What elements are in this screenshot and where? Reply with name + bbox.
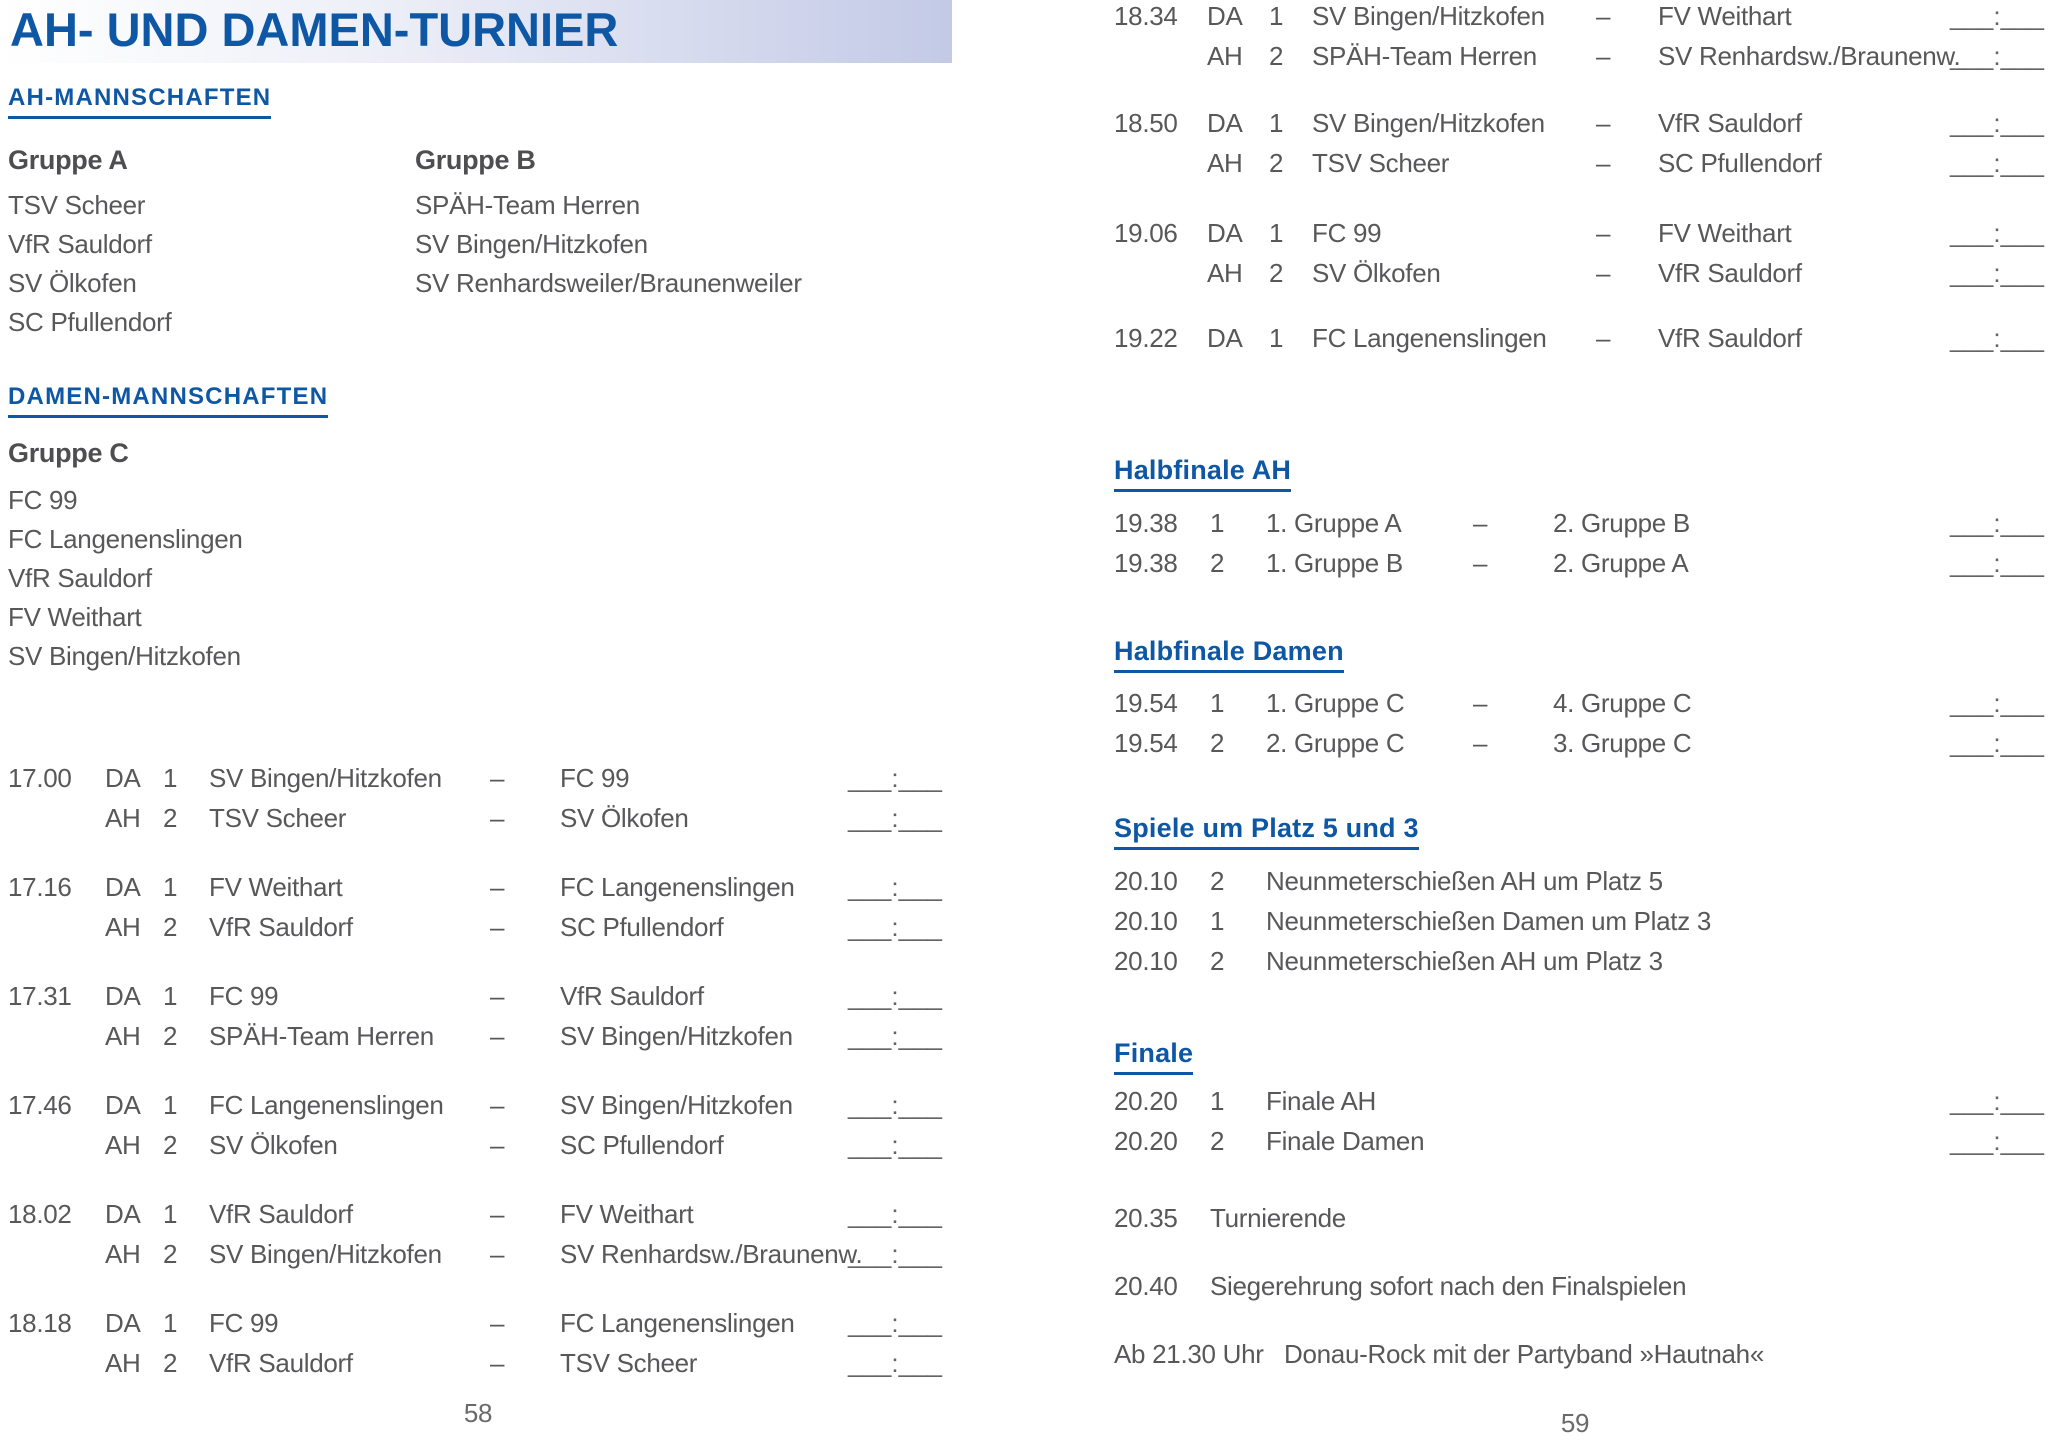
score-blank: ___:___ <box>1950 323 2044 353</box>
team-home: 1. Gruppe B <box>1266 548 1403 578</box>
match-row <box>8 1023 958 1049</box>
team-home: 2. Gruppe C <box>1266 728 1405 758</box>
field-number: 2 <box>1210 1126 1225 1156</box>
match-time: 20.20 <box>1114 1126 1178 1156</box>
match-block <box>1114 3 2048 69</box>
group-name-c: Gruppe C <box>8 438 129 468</box>
match-time <box>8 1023 105 1049</box>
team-away: SC Pfullendorf <box>560 1130 724 1160</box>
field-number: 2 <box>163 1239 178 1269</box>
score-blank: ___:___ <box>848 1348 942 1378</box>
match-block <box>1114 220 2048 286</box>
versus-dash: – <box>490 912 505 942</box>
field-number: 2 <box>1269 148 1284 178</box>
group-name-b: Gruppe B <box>415 145 536 175</box>
closing-row <box>1114 1205 1346 1231</box>
team-home: 1. Gruppe C <box>1266 688 1405 718</box>
event-text: Turnierende <box>1210 1203 1346 1233</box>
versus-dash: – <box>490 1021 505 1051</box>
group-b-team-list <box>415 186 802 303</box>
platz-rows <box>1114 868 1711 974</box>
team-away: SV Ölkofen <box>560 803 689 833</box>
score-blank: ___:___ <box>848 1308 942 1338</box>
match-row <box>8 983 958 1009</box>
team-home: VfR Sauldorf <box>209 1348 353 1378</box>
team-name: FC 99 <box>8 485 78 515</box>
halbfinale-ah-rows <box>1114 510 2048 576</box>
versus-dash: – <box>490 1348 505 1378</box>
match-category: AH <box>1207 258 1243 288</box>
score-blank: ___:___ <box>848 1021 942 1051</box>
team-name: VfR Sauldorf <box>8 563 152 593</box>
match-row <box>8 1092 958 1118</box>
team-away: 3. Gruppe C <box>1553 728 1692 758</box>
field-number: 1 <box>163 763 178 793</box>
versus-dash: – <box>1596 323 1611 353</box>
score-blank: ___:___ <box>848 872 942 902</box>
versus-dash: – <box>1473 728 1488 758</box>
versus-dash: – <box>1596 148 1611 178</box>
score-blank: ___:___ <box>1950 688 2044 718</box>
team-home: FC 99 <box>209 981 279 1011</box>
field-number: 1 <box>163 1199 178 1229</box>
match-category: DA <box>105 1308 141 1338</box>
match-category: AH <box>1207 41 1243 71</box>
team-home: TSV Scheer <box>1312 148 1450 178</box>
match-time: 18.50 <box>1114 108 1178 138</box>
event-row <box>1114 948 1711 974</box>
match-time: 17.46 <box>8 1090 72 1120</box>
team-home: FC 99 <box>1312 218 1382 248</box>
event-text: Finale Damen <box>1266 1126 1425 1156</box>
match-time: 19.54 <box>1114 688 1178 718</box>
match-block <box>8 874 958 940</box>
field-number: 1 <box>163 981 178 1011</box>
title-bar <box>0 0 952 63</box>
versus-dash: – <box>1596 1 1611 31</box>
section-heading-halbfinale-ah: Halbfinale AH <box>1114 455 1291 492</box>
field-number: 2 <box>163 1348 178 1378</box>
event-text: Finale AH <box>1266 1086 1377 1116</box>
field-number: 2 <box>163 912 178 942</box>
field-number: 1 <box>1269 218 1284 248</box>
team-home: SV Bingen/Hitzkofen <box>1312 1 1545 31</box>
field-number: 1 <box>1210 906 1225 936</box>
match-row <box>1114 550 2048 576</box>
team-away: SC Pfullendorf <box>560 912 724 942</box>
field-number: 1 <box>1210 1086 1225 1116</box>
score-blank: ___:___ <box>848 763 942 793</box>
page-title: AH- UND DAMEN-TURNIER <box>10 3 619 56</box>
match-time: 19.06 <box>1114 218 1178 248</box>
team-home: SV Ölkofen <box>1312 258 1441 288</box>
score-blank: ___:___ <box>1950 1126 2044 1156</box>
match-time <box>1114 43 1207 69</box>
match-category: AH <box>105 912 141 942</box>
versus-dash: – <box>490 803 505 833</box>
field-number: 2 <box>163 803 178 833</box>
field-number: 2 <box>1210 946 1225 976</box>
score-blank: ___:___ <box>848 1090 942 1120</box>
score-blank: ___:___ <box>1950 148 2044 178</box>
match-row <box>8 765 958 791</box>
field-number: 2 <box>1269 258 1284 288</box>
score-blank: ___:___ <box>848 981 942 1011</box>
match-time: 18.02 <box>8 1199 72 1229</box>
team-home: SPÄH-Team Herren <box>1312 41 1537 71</box>
event-text: Siegerehrung sofort nach den Finalspielen <box>1210 1271 1687 1301</box>
field-number: 2 <box>1210 728 1225 758</box>
match-time: 19.38 <box>1114 508 1178 538</box>
halbfinale-damen-rows <box>1114 690 2048 756</box>
event-time: 20.35 <box>1114 1203 1178 1233</box>
field-number: 1 <box>1269 1 1284 31</box>
match-row <box>1114 3 2048 29</box>
match-time: 20.10 <box>1114 866 1178 896</box>
team-home: FC 99 <box>209 1308 279 1338</box>
match-time <box>8 805 105 831</box>
team-name: SV Bingen/Hitzkofen <box>8 641 241 671</box>
team-away: VfR Sauldorf <box>1658 108 1802 138</box>
team-home: FC Langenenslingen <box>209 1090 444 1120</box>
versus-dash: – <box>1473 548 1488 578</box>
versus-dash: – <box>490 1308 505 1338</box>
score-blank: ___:___ <box>1950 218 2044 248</box>
match-time: 17.31 <box>8 981 72 1011</box>
field-number: 1 <box>163 1308 178 1338</box>
match-row <box>8 805 958 831</box>
event-text: Neunmeterschießen AH um Platz 5 <box>1266 866 1663 896</box>
event-text: Neunmeterschießen Damen um Platz 3 <box>1266 906 1712 936</box>
team-away: VfR Sauldorf <box>1658 258 1802 288</box>
team-name: SPÄH-Team Herren <box>415 190 640 220</box>
group-a-team-list <box>8 186 171 342</box>
team-name: SV Bingen/Hitzkofen <box>415 229 648 259</box>
match-row <box>8 1350 958 1376</box>
match-block <box>8 1310 958 1376</box>
team-name: FC Langenenslingen <box>8 524 243 554</box>
field-number: 2 <box>1269 41 1284 71</box>
field-number: 2 <box>1210 866 1225 896</box>
match-category: AH <box>105 1021 141 1051</box>
closing-row <box>1114 1273 1686 1299</box>
score-blank: ___:___ <box>1950 1 2044 31</box>
match-row <box>8 1132 958 1158</box>
match-category: DA <box>1207 1 1243 31</box>
match-time <box>8 914 105 940</box>
score-blank: ___:___ <box>1950 258 2044 288</box>
event-text: Neunmeterschießen AH um Platz 3 <box>1266 946 1663 976</box>
field-number: 1 <box>163 872 178 902</box>
team-name: FV Weithart <box>8 602 142 632</box>
match-row <box>1114 43 2048 69</box>
versus-dash: – <box>1473 508 1488 538</box>
match-row <box>1114 690 2048 716</box>
group-c-team-list <box>8 481 243 676</box>
versus-dash: – <box>490 981 505 1011</box>
match-time: 20.10 <box>1114 946 1178 976</box>
match-row <box>1114 510 2048 536</box>
team-name: SC Pfullendorf <box>8 307 172 337</box>
field-number: 1 <box>1269 108 1284 138</box>
score-blank: ___:___ <box>1950 548 2044 578</box>
match-category: DA <box>105 981 141 1011</box>
versus-dash: – <box>1596 41 1611 71</box>
score-blank: ___:___ <box>1950 1086 2044 1116</box>
match-time: 18.18 <box>8 1308 72 1338</box>
match-block <box>8 765 958 831</box>
team-home: SPÄH-Team Herren <box>209 1021 434 1051</box>
group-name-a: Gruppe A <box>8 145 128 175</box>
versus-dash: – <box>1596 218 1611 248</box>
match-time: 19.54 <box>1114 728 1178 758</box>
team-home: SV Bingen/Hitzkofen <box>1312 108 1545 138</box>
section-heading-damen: DAMEN-MANNSCHAFTEN <box>8 383 328 418</box>
field-number: 1 <box>1269 323 1284 353</box>
team-away: FC 99 <box>560 763 630 793</box>
match-row <box>1114 1128 2048 1154</box>
team-away: VfR Sauldorf <box>560 981 704 1011</box>
team-home: SV Bingen/Hitzkofen <box>209 763 442 793</box>
team-away: SV Bingen/Hitzkofen <box>560 1090 793 1120</box>
team-home: FC Langenenslingen <box>1312 323 1547 353</box>
match-time <box>8 1132 105 1158</box>
match-time: 17.16 <box>8 872 72 902</box>
section-heading-halbfinale-damen: Halbfinale Damen <box>1114 636 1344 673</box>
score-blank: ___:___ <box>1950 108 2044 138</box>
team-home: TSV Scheer <box>209 803 347 833</box>
match-row <box>1114 1088 2048 1114</box>
match-block <box>8 1092 958 1158</box>
field-number: 1 <box>163 1090 178 1120</box>
match-category: DA <box>105 1090 141 1120</box>
team-away: FV Weithart <box>1658 1 1792 31</box>
team-home: SV Bingen/Hitzkofen <box>209 1239 442 1269</box>
team-home: 1. Gruppe A <box>1266 508 1402 538</box>
match-block <box>8 983 958 1049</box>
match-category: AH <box>105 1130 141 1160</box>
field-number: 2 <box>1210 548 1225 578</box>
match-category: AH <box>105 1239 141 1269</box>
match-row <box>8 914 958 940</box>
score-blank: ___:___ <box>848 803 942 833</box>
match-time <box>8 1350 105 1376</box>
score-blank: ___:___ <box>848 1130 942 1160</box>
versus-dash: – <box>1596 108 1611 138</box>
afterparty-row <box>1114 1341 1764 1367</box>
event-time: 20.40 <box>1114 1271 1178 1301</box>
team-home: VfR Sauldorf <box>209 1199 353 1229</box>
match-category: AH <box>105 1348 141 1378</box>
page-number-left: 58 <box>463 1398 493 1428</box>
match-row <box>1114 220 2048 246</box>
team-away: FC Langenenslingen <box>560 1308 795 1338</box>
match-row <box>8 1201 958 1227</box>
match-time <box>1114 150 1207 176</box>
team-name: VfR Sauldorf <box>8 229 152 259</box>
team-home: SV Ölkofen <box>209 1130 338 1160</box>
match-row <box>1114 110 2048 136</box>
match-block <box>8 1201 958 1267</box>
event-row <box>1114 908 1711 934</box>
match-category: AH <box>1207 148 1243 178</box>
team-home: FV Weithart <box>209 872 343 902</box>
team-away: TSV Scheer <box>560 1348 698 1378</box>
match-time <box>8 1241 105 1267</box>
section-heading-ah: AH-MANNSCHAFTEN <box>8 84 271 119</box>
team-away: VfR Sauldorf <box>1658 323 1802 353</box>
score-blank: ___:___ <box>848 1239 942 1269</box>
finale-rows <box>1114 1088 2048 1154</box>
match-row <box>1114 260 2048 286</box>
match-time: 20.20 <box>1114 1086 1178 1116</box>
page-number-right: 59 <box>1560 1408 1590 1438</box>
match-category: DA <box>1207 218 1243 248</box>
team-away: FV Weithart <box>560 1199 694 1229</box>
team-away: 2. Gruppe B <box>1553 508 1690 538</box>
match-row <box>8 1310 958 1336</box>
team-away: SV Bingen/Hitzkofen <box>560 1021 793 1051</box>
team-away: 4. Gruppe C <box>1553 688 1692 718</box>
score-blank: ___:___ <box>848 1199 942 1229</box>
field-number: 1 <box>1210 688 1225 718</box>
team-away: SC Pfullendorf <box>1658 148 1822 178</box>
team-away: SV Renhardsw./Braunenw. <box>1658 41 1961 71</box>
match-category: DA <box>1207 108 1243 138</box>
versus-dash: – <box>490 1090 505 1120</box>
section-heading-finale: Finale <box>1114 1038 1193 1075</box>
versus-dash: – <box>1596 258 1611 288</box>
versus-dash: – <box>490 763 505 793</box>
section-heading-platzspiele: Spiele um Platz 5 und 3 <box>1114 813 1419 850</box>
team-name: TSV Scheer <box>8 190 146 220</box>
match-time: 19.38 <box>1114 548 1178 578</box>
field-number: 2 <box>163 1130 178 1160</box>
match-row <box>1114 150 2048 176</box>
match-time: 19.22 <box>1114 323 1178 353</box>
team-away: SV Renhardsw./Braunenw. <box>560 1239 863 1269</box>
score-blank: ___:___ <box>1950 41 2044 71</box>
match-time: 20.10 <box>1114 906 1178 936</box>
match-block <box>1114 110 2048 176</box>
match-row <box>8 1241 958 1267</box>
score-blank: ___:___ <box>1950 508 2044 538</box>
team-away: FC Langenenslingen <box>560 872 795 902</box>
versus-dash: – <box>1473 688 1488 718</box>
match-row <box>8 874 958 900</box>
score-blank: ___:___ <box>1950 728 2044 758</box>
match-time <box>1114 260 1207 286</box>
match-category: DA <box>105 872 141 902</box>
team-name: SV Renhardsweiler/Braunenweiler <box>415 268 802 298</box>
team-away: 2. Gruppe A <box>1553 548 1689 578</box>
match-time: 17.00 <box>8 763 72 793</box>
team-away: FV Weithart <box>1658 218 1792 248</box>
event-row <box>1114 868 1711 894</box>
versus-dash: – <box>490 1130 505 1160</box>
match-category: DA <box>1207 323 1243 353</box>
match-row <box>1114 325 2048 351</box>
versus-dash: – <box>490 1239 505 1269</box>
match-category: DA <box>105 763 141 793</box>
score-blank: ___:___ <box>848 912 942 942</box>
match-category: DA <box>105 1199 141 1229</box>
versus-dash: – <box>490 1199 505 1229</box>
match-category: AH <box>105 803 141 833</box>
match-row <box>1114 730 2048 756</box>
afterparty-text: Donau-Rock mit der Partyband »Hautnah« <box>1284 1339 1764 1369</box>
field-number: 2 <box>163 1021 178 1051</box>
afterparty-time: Ab 21.30 Uhr <box>1114 1339 1264 1369</box>
match-block <box>1114 325 2048 351</box>
match-time: 18.34 <box>1114 1 1178 31</box>
versus-dash: – <box>490 872 505 902</box>
team-name: SV Ölkofen <box>8 268 137 298</box>
field-number: 1 <box>1210 508 1225 538</box>
team-home: VfR Sauldorf <box>209 912 353 942</box>
